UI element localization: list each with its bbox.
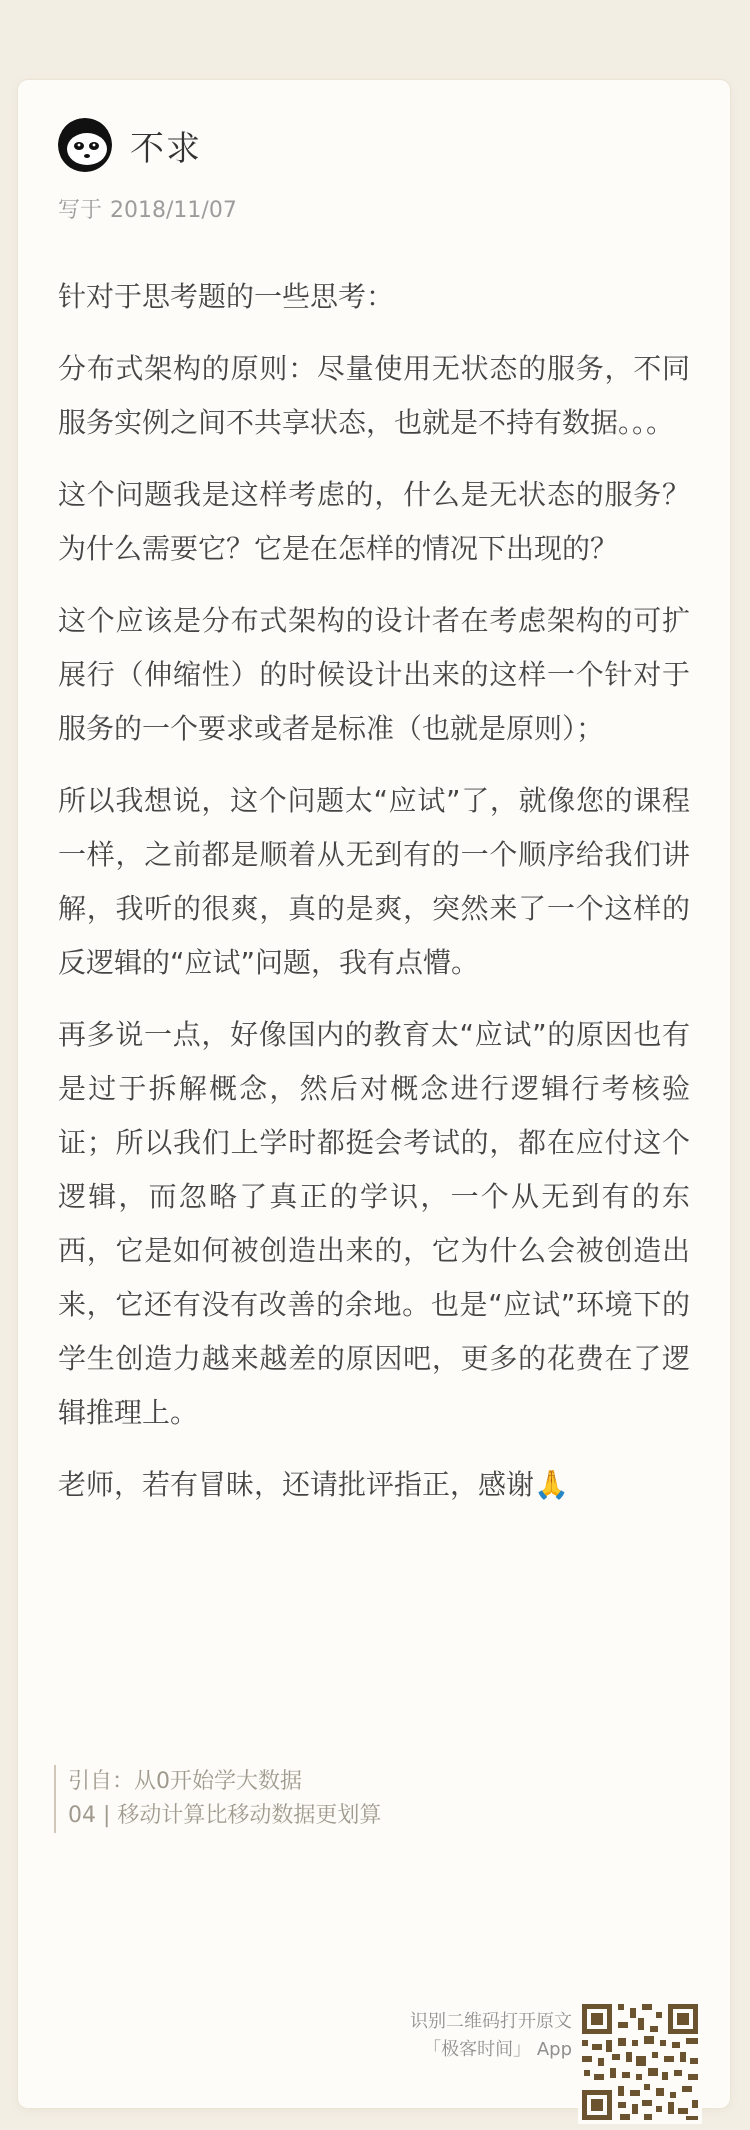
source-quote[interactable] (54, 1765, 381, 1833)
scan-text: 识别二维码打开原文 (410, 2011, 572, 2032)
paragraph: 这个应该是分布式架构的设计者在考虑架构的可扩展行（伸缩性）的时候设计出来的这样一个针对于服务的一个要求或者是标准（也就是原则）； (58, 604, 690, 745)
paragraph: 针对于思考题的一些思考： (58, 280, 395, 313)
date-value: 2018/11/07 (110, 198, 237, 223)
author-name[interactable]: 不求 (130, 128, 202, 169)
qr-code-icon[interactable] (578, 2000, 702, 2124)
qr-caption (410, 2008, 572, 2064)
comment-body (58, 270, 690, 1530)
author-header (58, 118, 202, 172)
paragraph: 老师，若有冒昧，还请批评指正，感谢🙏 (58, 1468, 569, 1501)
paragraph: 这个问题我是这样考虑的，什么是无状态的服务？为什么需要它？它是在怎样的情况下出现的？ (58, 478, 690, 565)
post-date (58, 193, 237, 224)
quote-article: 04 | 移动计算比移动数据更划算 (68, 1803, 382, 1828)
date-prefix: 写于 (58, 198, 103, 223)
app-text: 「极客时间」 App (423, 2039, 572, 2060)
quote-course: 引自：从0开始学大数据 (68, 1769, 302, 1794)
paragraph: 所以我想说，这个问题太“应试”了，就像您的课程一样，之前都是顺着从无到有的一个顺序给我们讲解，我听的很爽，真的是爽，突然来了一个这样的反逻辑的“应试”问题，我有点懵。 (58, 784, 690, 979)
paragraph: 分布式架构的原则：尽量使用无状态的服务，不同服务实例之间不共享状态，也就是不持有数据。。。 (58, 352, 690, 439)
paragraph: 再多说一点，好像国内的教育太“应试”的原因也有是过于拆解概念，然后对概念进行逻辑行考核验证；所以我们上学时都挺会考试的，都在应付这个逻辑，而忽略了真正的学识，一个从无到有的东西，它是如何被创造出来的，它为什么会被创造出来，它还有没有改善的余地。也是“应试”环境下的学生创造力越来越差的原因吧，更多的花费在了逻辑推理上。 (58, 1018, 690, 1429)
panda-avatar-icon[interactable] (58, 118, 112, 172)
comment-card (18, 80, 730, 2108)
